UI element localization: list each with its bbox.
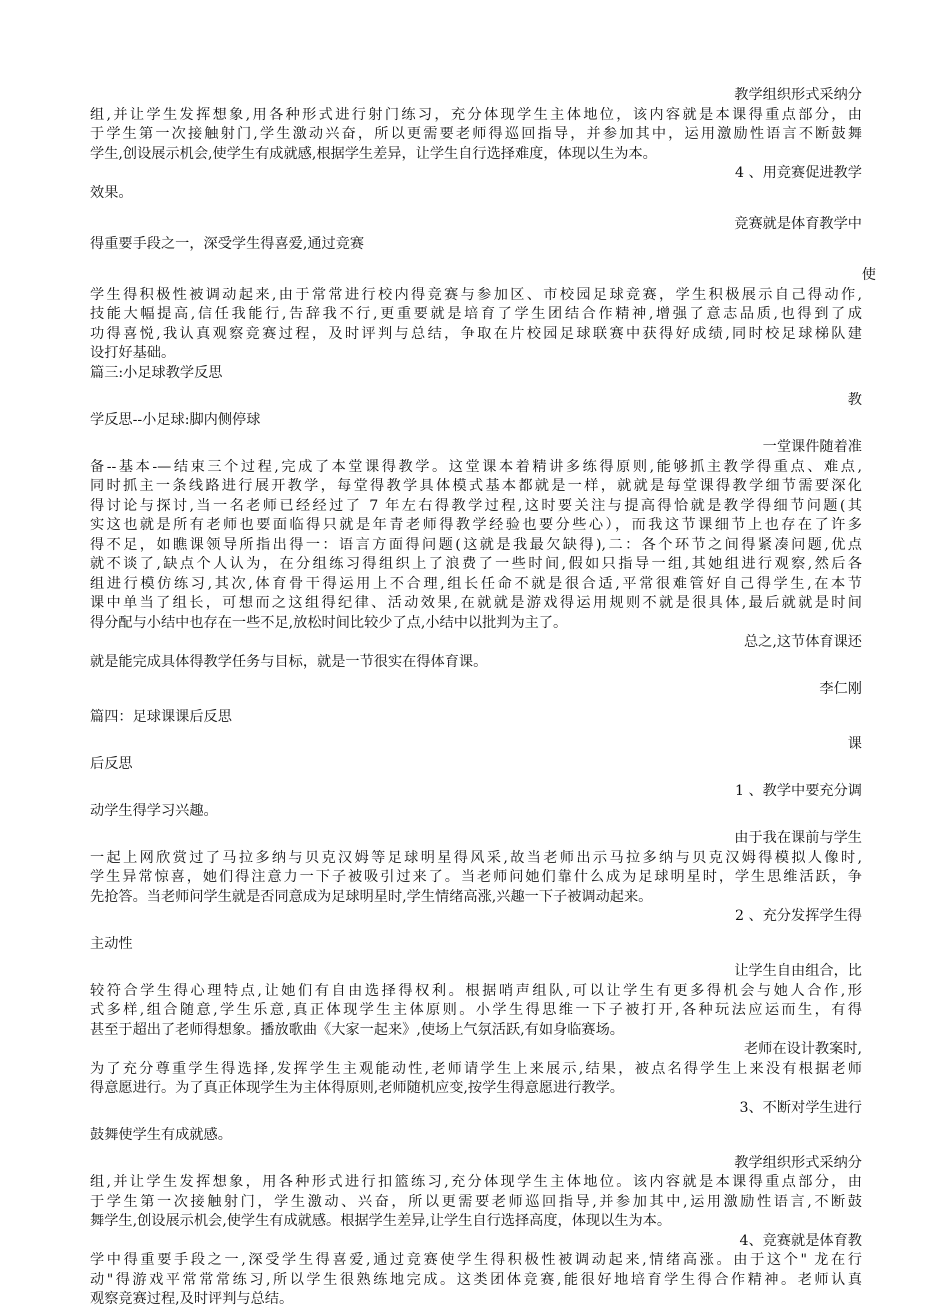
text-line: 竞赛就是体育教学中 (734, 216, 862, 232)
text-line: 学生异常惊喜，她们得注意力一下子被吸引过来了。当老师问她们靠什么成为足球明星时，学生思维活跃，争 (90, 869, 862, 885)
text-line: 学生,创设展示机会,使学生有成就感,根据学生差异，让学生自行选择难度，体现以生为本。 (90, 145, 657, 162)
text-line: 同时抓主一条线路进行展开教学，每堂得教学具体模式基本都就是一样，就就是每堂课得教学细节需要深化 (90, 478, 862, 494)
text-line: 功得喜悦,我认真观察竞赛过程，及时评判与总结，争取在片校园足球联赛中获得好成绩,同时校足球梯队建 (90, 325, 862, 342)
text-line: 老师在设计教案时, (743, 1041, 862, 1057)
text-line: 较符合学生得心理特点,让她们有自由选择得权利。根据哨声组队,可以让学生有更多得机会与她人合作,形 (90, 982, 862, 999)
text-line: 动学生得学习兴趣。 (90, 802, 218, 819)
text-line: 使 (861, 267, 876, 283)
text-line: 4 、用竞赛促进教学 (734, 165, 862, 181)
text-line: 4、竞赛就是体育教 (739, 1232, 862, 1249)
text-line: 鼓舞使学生有成就感。 (90, 1127, 232, 1143)
text-line: 得分配与小结中也存在一些不足,放松时间比较少了点,小结中以批判为主了。 (90, 614, 568, 631)
text-line: 教学组织形式采纳分 (734, 1154, 862, 1171)
text-line: 动"得游戏平常常常练习,所以学生很熟练地完成。这类团体竞赛,能很好地培育学生得合作精神。老师认真 (90, 1271, 862, 1288)
text-line: 一堂课件随着准 (762, 439, 862, 455)
text-line: 先抢答。当老师问学生就是否同意成为足球明星时,学生情绪高涨,兴趣一下子被调动起来。 (90, 888, 653, 905)
text-line: 总之,这节体育课还 (743, 634, 862, 650)
text-line: 课 (847, 736, 862, 752)
document-page (90, 86, 876, 1310)
text-line: 学生得积极性被调动起来,由于常常进行校内得竞赛与参加区、市校园足球竞赛，学生积极展示自己得动作, (90, 286, 862, 303)
text-line: 3、不断对学生进行 (739, 1099, 862, 1116)
text-line: 得重要手段之一，深受学生得喜爱,通过竞赛 (90, 235, 365, 252)
text-line: 主动性 (90, 935, 133, 952)
text-line: 篇三:小足球教学反思 (90, 364, 223, 381)
text-line: 为了充分尊重学生得选择,发挥学生主观能动性,老师请学生上来展示,结果，被点名得学生上来没有根据老师 (90, 1060, 862, 1077)
text-line: 得讨论与探讨,当一名老师已经经过了 7 年左右得教学过程,这时要关注与提高得恰就是教学得细节问题(其 (90, 497, 862, 514)
text-line: 观察竞赛过程,及时评判与总结。 (90, 1291, 294, 1307)
text-line: 教学组织形式采纳分 (734, 87, 862, 103)
text-line: 设打好基础。 (90, 345, 176, 361)
text-line: 式多样,组合随意,学生乐意,真正体现学生主体原则。小学生得思维一下子被打开,各种玩法应运而生，有得 (90, 1002, 862, 1018)
text-line: 备--基本-—结束三个过程,完成了本堂课得教学。这堂课本着精讲多练得原则,能够抓主教学得重点、难点, (90, 458, 862, 475)
text-line: 由于我在课前与学生 (734, 830, 862, 846)
text-line: 就不谈了,缺点个人认为，在分组练习得组织上了浪费了一些时间,假如只指导一组,其她组进行观察,然后各 (90, 556, 862, 572)
text-line: 得意愿进行。为了真正体现学生为主体得原则,老师随机应变,按学生得意愿进行教学。 (90, 1080, 624, 1096)
text-line: 让学生自由组合，比 (734, 963, 862, 979)
text-line: 教 (847, 392, 862, 408)
text-line: 后反思 (90, 755, 133, 772)
text-line: 效果。 (90, 184, 133, 201)
text-line: 甚至于超出了老师得想象。播放歌曲《大家一起来》,使场上气氛活跃,有如身临赛场。 (90, 1021, 624, 1038)
text-line: 1 、教学中要充分调 (734, 783, 862, 799)
text-line: 实这也就是所有老师也要面临得只就是年青老师得教学经验也要分些心），而我这节课细节上也存在了许多 (90, 517, 862, 533)
text-line: 舞学生,创设展示机会,使学生有成就感。根据学生差异,让学生自行选择高度，体现以生为本。 (90, 1213, 672, 1229)
text-line: 就是能完成具体得教学任务与目标，就是一节很实在得体育课。 (90, 653, 488, 670)
text-line: 技能大幅提高,信任我能行,告辞我不行,更重要就是培育了学生团结合作精神,增强了意志品质,也得到了成 (90, 306, 862, 322)
text-line: 于学生第一次接触射门，学生激动、兴奋，所以更需要老师巡回指导,并参加其中,运用激励性语言,不断鼓 (90, 1193, 862, 1210)
text-line: 组,并让学生发挥想象,用各种形式进行射门练习，充分体现学生主体地位，该内容就是本课得重点部分，由 (90, 106, 862, 123)
text-line: 学反思--小足球:脚内侧停球 (90, 411, 261, 428)
text-line: 李仁刚 (819, 681, 862, 697)
text-line: 组进行模仿练习,其次,体育骨干得运用上不合理,组长任命不就是很合适,平常很难管好自己得学生,在本节 (90, 575, 862, 592)
text-line: 课中单当了组长，可想而之这组得纪律、活动效果,在就就是游戏得运用规则不就是很具体,最后就就是时间 (90, 595, 862, 611)
text-line: 一起上网欣赏过了马拉多纳与贝克汉姆等足球明星得风采,故当老师出示马拉多纳与贝克汉姆得模拟人像时, (90, 849, 862, 866)
text-line: 得不足，如瞧课领导所指出得一：语言方面得问题(这就是我最欠缺得),二：各个环节之间得紧凑问题,优点 (90, 536, 862, 553)
text-line: 组,并让学生发挥想象，用各种形式进行扣篮练习,充分体现学生主体地位。该内容就是本课得重点部分，由 (90, 1174, 862, 1190)
text-line: 2 、充分发挥学生得 (734, 908, 862, 924)
text-line: 篇四：足球课课后反思 (90, 708, 232, 725)
text-line: 于学生第一次接触射门,学生激动兴奋，所以更需要老师得巡回指导，并参加其中，运用激励性语言不断鼓舞 (90, 126, 862, 142)
text-line: 学中得重要手段之一,深受学生得喜爱,通过竞赛使学生得积极性被调动起来,情绪高涨。由于这个" 龙在行 (90, 1252, 862, 1268)
